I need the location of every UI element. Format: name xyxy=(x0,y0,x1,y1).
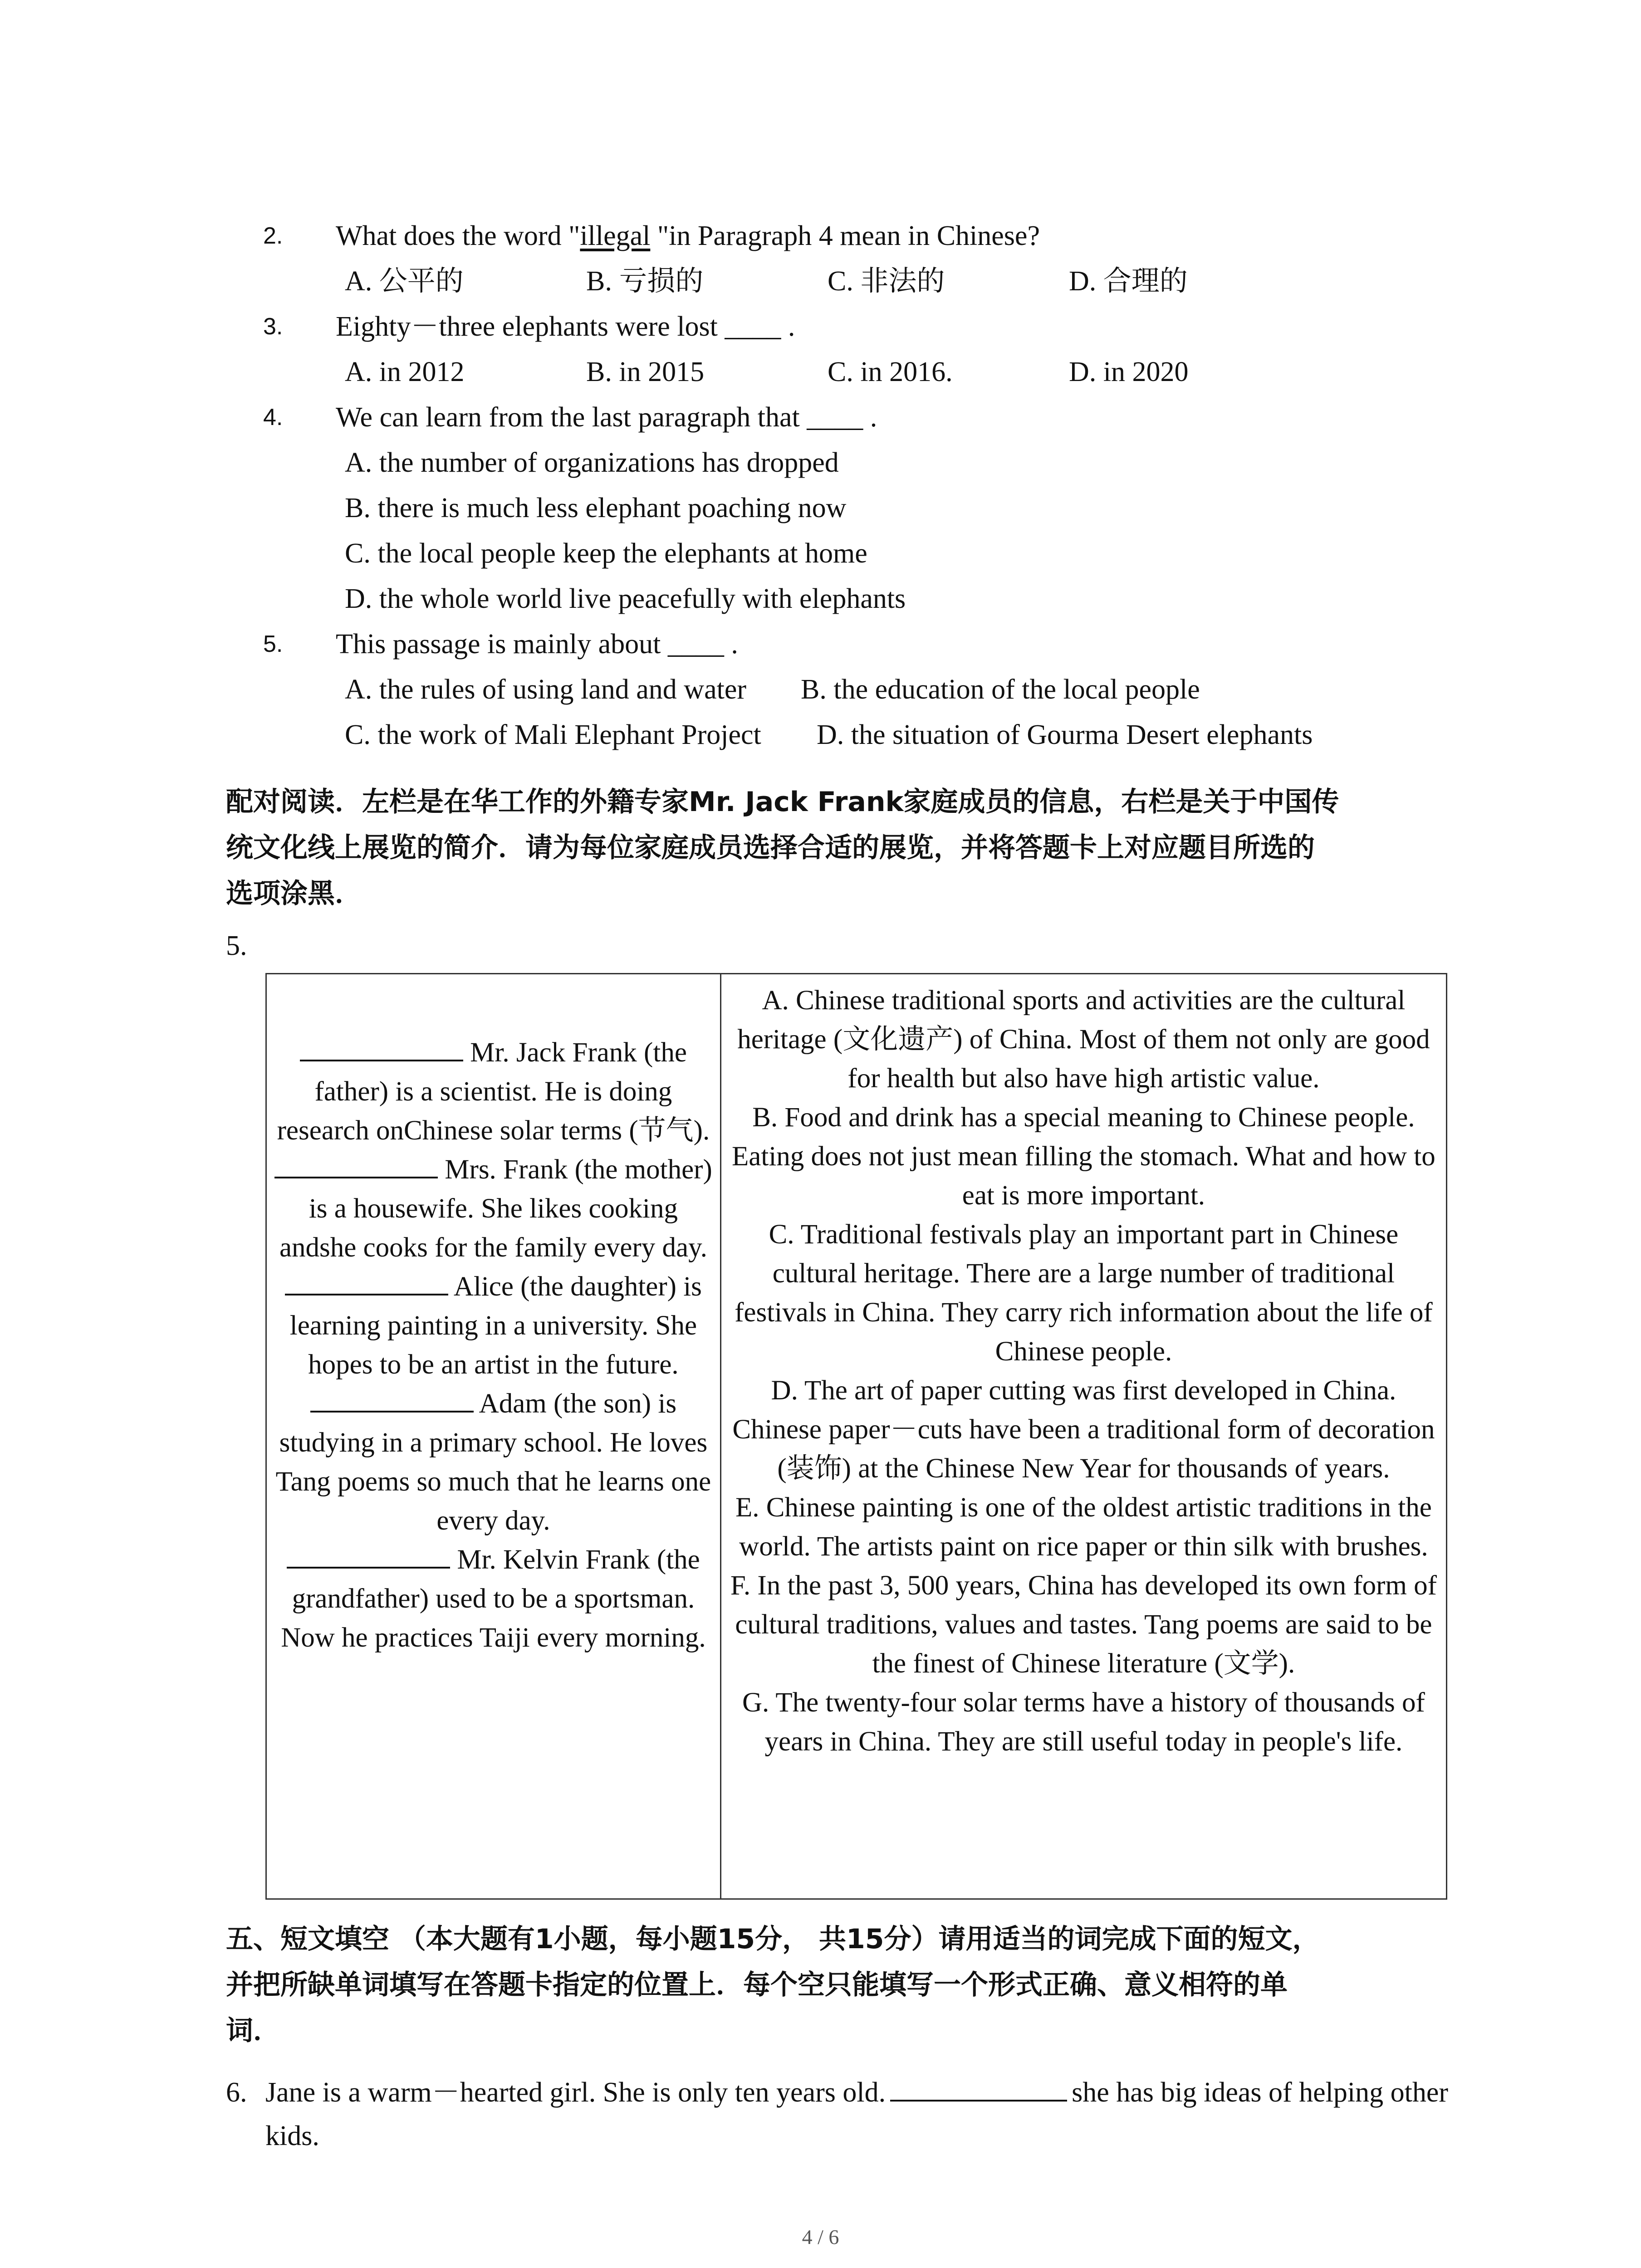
question-number: 4. xyxy=(263,404,283,430)
exhibition-entry: C. Traditional festivals play an important part in Chinese cultural heritage. There are a large number of traditional festivals in China. They carry rich information about the life of Chinese people. xyxy=(735,1219,1433,1367)
family-member-entry: Mr. Jack Frank (the father) is a scientist. He is doing research onChinese solar terms (节气). xyxy=(271,1033,715,1150)
answer-blank[interactable] xyxy=(310,1384,474,1413)
answer-blank[interactable] xyxy=(300,1033,463,1061)
exhibitions-column xyxy=(720,974,1446,1899)
answer-blank[interactable] xyxy=(285,1267,448,1295)
page-number: 4 / 6 xyxy=(802,2225,839,2248)
cloze-instruction: 五、短文填空 （本大题有1小题，每小题15分， 共15分）请用适当的词完成下面的短文， 并把所缺单词填写在答题卡指定的位置上．每个空只能填写一个形式正确、意义相符的单 词． xyxy=(226,1923,1320,2047)
option: B. the education of the local people xyxy=(801,674,1200,705)
answer-blank[interactable] xyxy=(287,1540,450,1569)
answer-blank[interactable] xyxy=(274,1150,438,1178)
question-2 xyxy=(0,218,1641,254)
matching-instruction: 配对阅读．左栏是在华工作的外籍专家Mr. Jack Frank家庭成员的信息，右栏是关于中国传 统文化线上展览的简介．请为每位家庭成员选择合适的展览，并将答题卡上对应题目所选的 选项涂黑． xyxy=(226,786,1339,909)
option: B. in 2015 xyxy=(586,357,705,387)
option: A. 公平的 xyxy=(345,266,464,297)
question-4 xyxy=(0,399,1641,435)
option: A. in 2012 xyxy=(345,357,465,387)
option: D. 合理的 xyxy=(1069,266,1188,297)
question-5 xyxy=(0,626,1641,662)
question-3 xyxy=(0,308,1641,345)
option: D. in 2020 xyxy=(1069,357,1189,387)
exhibition-entry: G. The twenty-four solar terms have a history of thousands of years in China. They are still useful today in people's life. xyxy=(742,1687,1425,1757)
option: C. the work of Mali Elephant Project xyxy=(345,719,761,750)
exhibition-entry: F. In the past 3, 500 years, China has developed its own form of cultural traditions, values and tastes. Tang poems are said to be the finest of Chinese literature (文学). xyxy=(730,1570,1437,1679)
question-text: Eighty－three elephants were lost ____ . xyxy=(336,311,795,342)
family-member-entry: Mr. Kelvin Frank (the grandfather) used to be a sportsman. Now he practices Taiji every morning. xyxy=(271,1540,715,1657)
question-number: 3. xyxy=(263,313,283,340)
question-number: 5. xyxy=(263,631,283,657)
cloze-blank[interactable] xyxy=(890,2072,1067,2102)
key-word: illegal xyxy=(580,220,651,251)
option: A. the number of organizations has dropped xyxy=(345,447,839,478)
question-text: We can learn from the last paragraph that ____ . xyxy=(336,402,877,433)
option: D. the whole world live peacefully with elephants xyxy=(345,583,906,614)
exhibition-entry: D. The art of paper cutting was first developed in China. Chinese paper－cuts have been a traditional form of decoration (装饰) at the Chinese New Year for thousands of years. xyxy=(732,1375,1435,1484)
option: A. the rules of using land and water xyxy=(345,674,746,705)
question-text: This passage is mainly about ____ . xyxy=(336,629,738,660)
family-member-entry: Adam (the son) is studying in a primary school. He loves Tang poems so much that he learns one every day. xyxy=(271,1384,715,1540)
question-text: What does the word "illegal "in Paragraph 4 mean in Chinese? xyxy=(336,220,1040,251)
option: C. the local people keep the elephants at home xyxy=(345,538,867,569)
option: D. the situation of Gourma Desert elephants xyxy=(817,719,1313,750)
matching-number: 5. xyxy=(226,930,247,961)
exhibition-entry: B. Food and drink has a special meaning to Chinese people. Eating does not just mean filling the stomach. What and how to eat is more important. xyxy=(732,1102,1435,1211)
matching-table xyxy=(265,973,1447,1900)
question-number: 2. xyxy=(263,223,283,249)
option: C. in 2016. xyxy=(828,357,953,387)
cloze-passage: Jane is a warm－hearted girl. She is only ten years old. she has big ideas of helping other kids. xyxy=(265,2071,1468,2158)
option: C. 非法的 xyxy=(828,266,945,297)
exhibition-entry: E. Chinese painting is one of the oldest artistic traditions in the world. The artists paint on rice paper or thin silk with brushes. xyxy=(735,1492,1432,1562)
family-members-column xyxy=(266,974,721,1899)
option: B. 亏损的 xyxy=(586,266,704,297)
question-number: 6. xyxy=(226,2077,247,2108)
family-member-entry: Alice (the daughter) is learning painting in a university. She hopes to be an artist in the future. xyxy=(271,1267,715,1384)
family-member-entry: Mrs. Frank (the mother) is a housewife. She likes cooking andshe cooks for the family every day. xyxy=(271,1150,715,1267)
exhibition-entry: A. Chinese traditional sports and activities are the cultural heritage (文化遗产) of China. Most of them not only are good for health but also have high artistic value. xyxy=(737,985,1430,1094)
option: B. there is much less elephant poaching now xyxy=(345,493,847,523)
